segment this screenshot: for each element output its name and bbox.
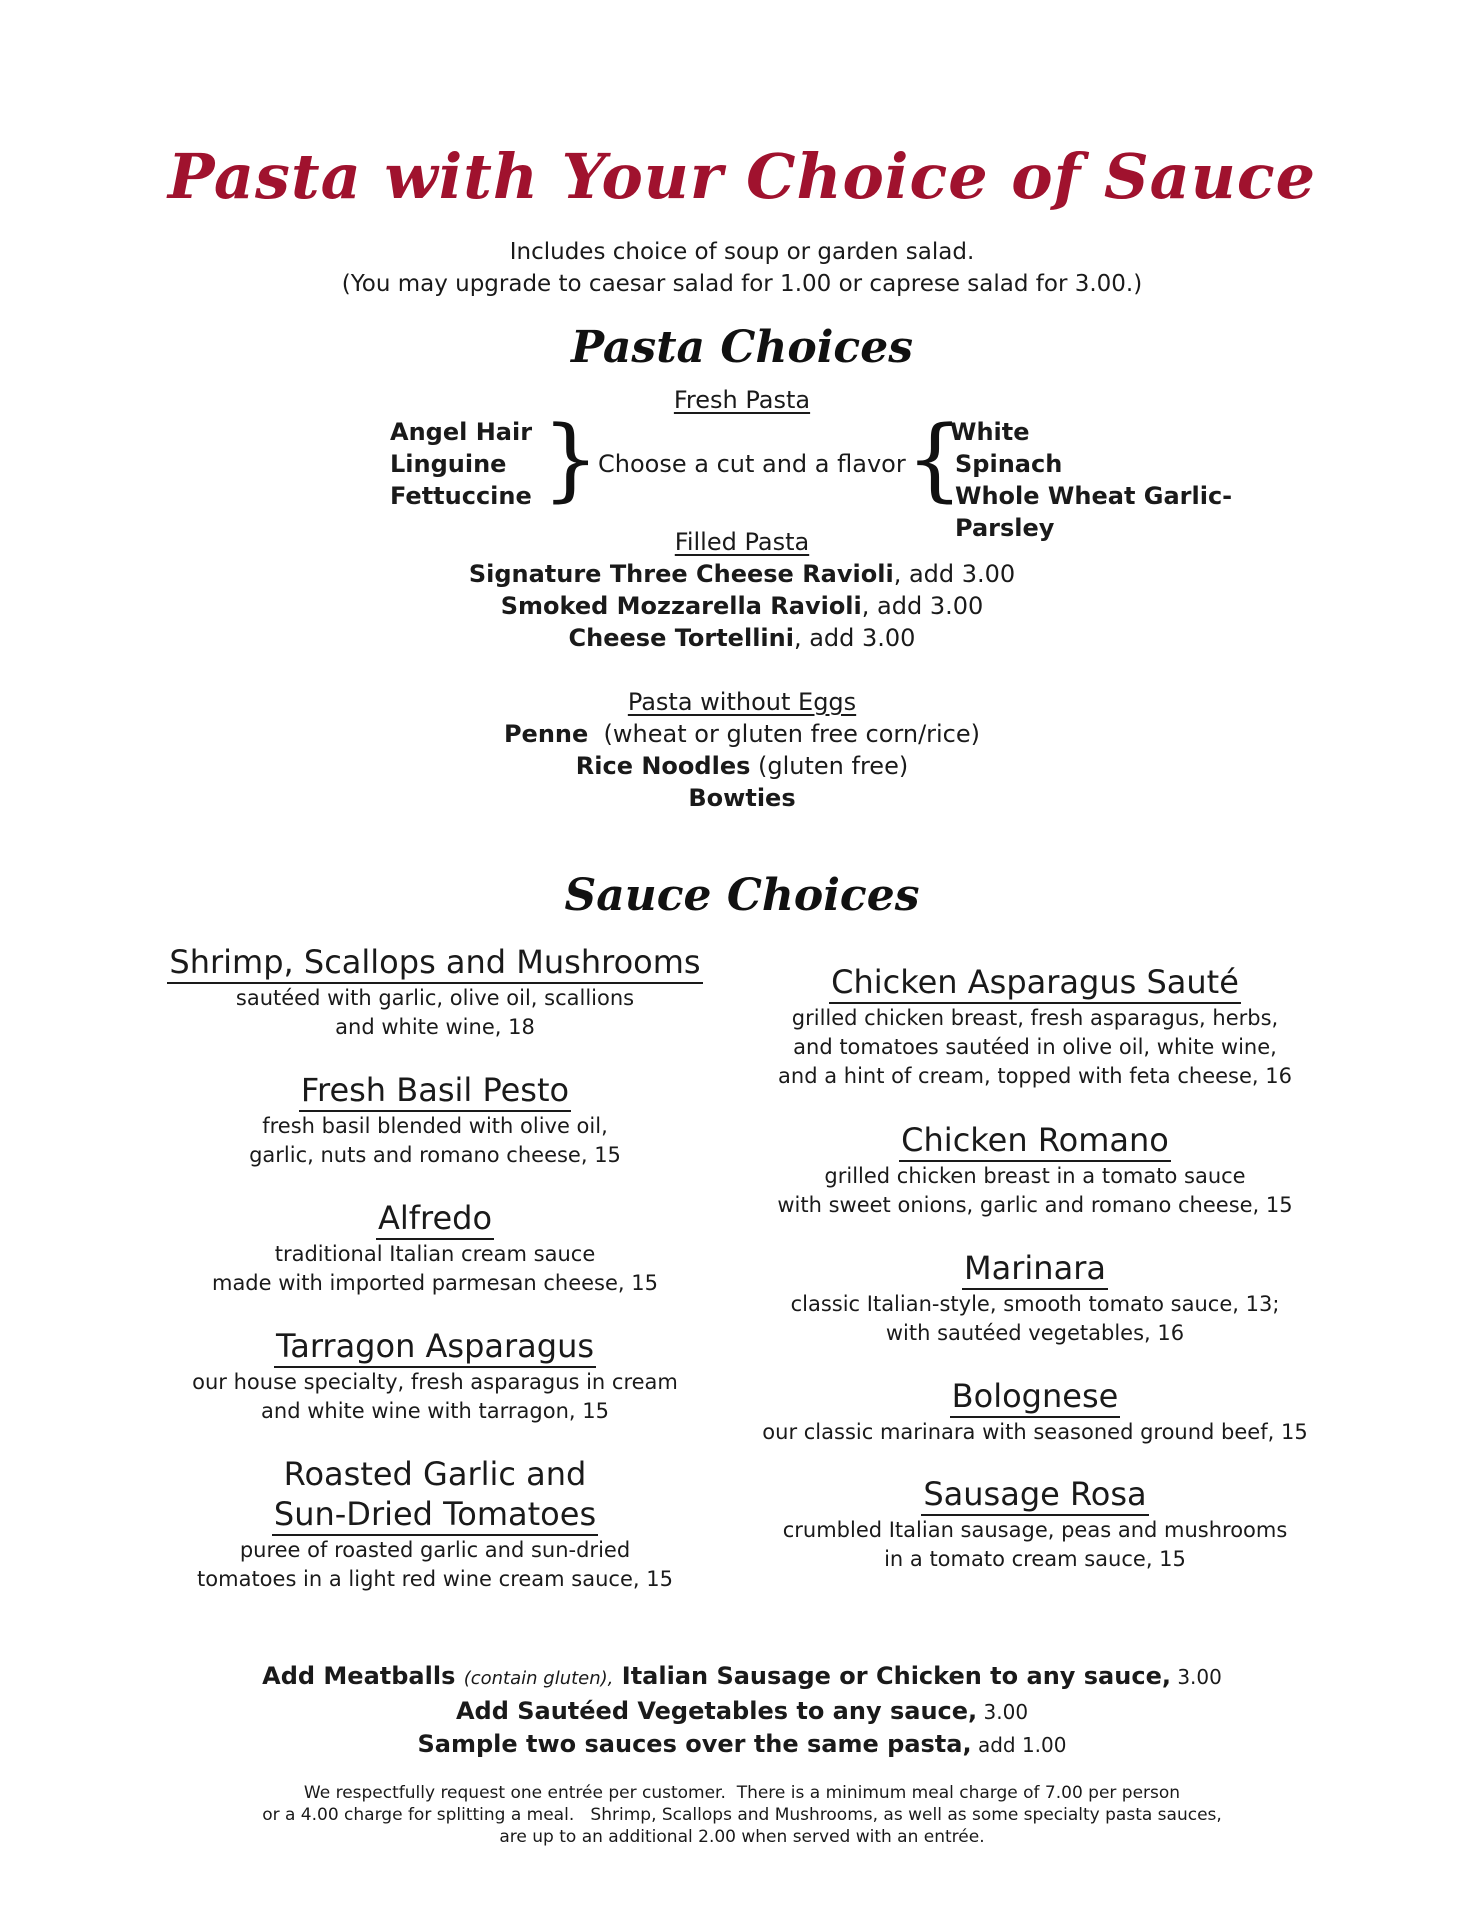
sauce-name: Chicken Romano — [899, 1120, 1171, 1162]
sauce-description: and white wine, 18 — [335, 1015, 535, 1039]
add-on-line — [0, 1728, 1484, 1761]
item-name: Signature Three Cheese Ravioli — [468, 560, 894, 588]
item-price: , add 3.00 — [893, 560, 1016, 588]
sauce-item — [730, 962, 1340, 1120]
sauce-name: Chicken Asparagus Sauté — [829, 962, 1241, 1004]
intro-line-2: (You may upgrade to caesar salad for 1.00 or caprese salad for 3.00.) — [341, 271, 1143, 297]
sauce-item — [130, 1198, 740, 1326]
sauce-description: sautéed with garlic, olive oil, scallions — [235, 986, 635, 1010]
sauce-item — [130, 1326, 740, 1454]
sauce-choices-heading: Sauce Choices — [564, 870, 920, 921]
sauce-name: Shrimp, Scallops and Mushrooms — [167, 942, 702, 984]
right-brace-icon: } — [542, 407, 600, 512]
sauce-item — [730, 1474, 1340, 1574]
sauce-name: Fresh Basil Pesto — [299, 1070, 571, 1112]
sauce-description: with sweet onions, garlic and romano cheese, 15 — [777, 1193, 1293, 1217]
no-egg-pasta-heading: Pasta without Eggs — [627, 688, 857, 716]
pasta-cut: Linguine — [390, 450, 507, 478]
pasta-flavor: Whole Wheat Garlic-Parsley — [955, 482, 1233, 542]
add-ons — [0, 1660, 1484, 1761]
sauce-column-left — [130, 942, 740, 1594]
left-brace-icon: { — [906, 407, 964, 512]
footnote — [0, 1782, 1484, 1848]
add-on-label: Sample two sauces over the same pasta, — [417, 1730, 972, 1758]
sauce-description: our house specialty, fresh asparagus in cream — [192, 1370, 678, 1394]
footnote-line: or a 4.00 charge for splitting a meal. Shrimp, Scallops and Mushrooms, as well as some specialty pasta sauces, — [262, 1805, 1222, 1825]
sauce-description: with sautéed vegetables, 16 — [885, 1321, 1185, 1345]
item-name: Rice Noodles — [575, 752, 751, 780]
sauce-description: and tomatoes sautéed in olive oil, white wine, — [793, 1035, 1277, 1059]
sauce-item — [730, 1248, 1340, 1376]
sauce-description: traditional Italian cream sauce — [274, 1242, 596, 1266]
sauce-name: Tarragon Asparagus — [274, 1326, 596, 1368]
item-name: Cheese Tortellini — [568, 624, 794, 652]
sauce-description: garlic, nuts and romano cheese, 15 — [249, 1143, 621, 1167]
sauce-description: made with imported parmesan cheese, 15 — [211, 1271, 658, 1295]
footnote-line: are up to an additional 2.00 when served with an entrée. — [499, 1827, 985, 1847]
sauce-name: Bolognese — [950, 1376, 1121, 1418]
intro-text — [0, 236, 1484, 300]
fresh-pasta-heading: Fresh Pasta — [673, 386, 811, 414]
pasta-flavor: Spinach — [955, 450, 1063, 478]
item-price: , add 3.00 — [793, 624, 916, 652]
sauce-item — [730, 1376, 1340, 1474]
add-on-note: (contain gluten), — [463, 1668, 614, 1689]
sauce-description: tomatoes in a light red wine cream sauce, 15 — [197, 1567, 673, 1591]
add-on-price: 3.00 — [977, 1700, 1029, 1724]
item-name: Penne — [503, 720, 589, 748]
sauce-item — [130, 1454, 740, 1594]
no-egg-pasta-item — [0, 782, 1484, 814]
sauce-description: grilled chicken breast in a tomato sauce — [824, 1164, 1246, 1188]
sauce-description: classic Italian-style, smooth tomato sauce, 13; — [790, 1292, 1280, 1316]
sauce-item — [130, 1070, 740, 1198]
sauce-item — [730, 1120, 1340, 1248]
sauce-name: Sun-Dried Tomatoes — [272, 1494, 598, 1536]
pasta-cut: Angel Hair — [390, 418, 533, 446]
sauce-description: crumbled Italian sausage, peas and mushrooms — [782, 1518, 1288, 1542]
intro-line-1: Includes choice of soup or garden salad. — [509, 239, 975, 265]
item-name: Smoked Mozzarella Ravioli — [500, 592, 862, 620]
sauce-description: grilled chicken breast, fresh asparagus, herbs, — [791, 1006, 1279, 1030]
sauce-name: Marinara — [962, 1248, 1108, 1290]
filled-pasta-section — [0, 526, 1484, 654]
sauce-name: Sausage Rosa — [921, 1474, 1148, 1516]
filled-pasta-item — [0, 622, 1484, 654]
no-egg-pasta-item — [0, 718, 1484, 750]
pasta-choices-heading: Pasta Choices — [571, 322, 913, 373]
no-egg-pasta-section — [0, 686, 1484, 814]
add-on-line — [0, 1660, 1484, 1695]
item-note: (gluten free) — [750, 752, 909, 780]
sauce-description: our classic marinara with seasoned ground beef, 15 — [762, 1420, 1308, 1444]
pasta-flavors-list — [950, 416, 1310, 544]
filled-pasta-item — [0, 590, 1484, 622]
sauce-description: and white wine with tarragon, 15 — [261, 1399, 609, 1423]
sauce-name: Alfredo — [376, 1198, 494, 1240]
page-title: Pasta with Your Choice of Sauce — [167, 140, 1317, 213]
sauce-name-line-1: Roasted Garlic and — [283, 1455, 587, 1493]
add-on-price: 3.00 — [1170, 1665, 1222, 1689]
add-on-line — [0, 1695, 1484, 1728]
no-egg-pasta-item — [0, 750, 1484, 782]
footnote-line: We respectfully request one entrée per customer. There is a minimum meal charge of 7.00 per person — [303, 1783, 1181, 1803]
sauce-description: in a tomato cream sauce, 15 — [884, 1547, 1186, 1571]
pasta-cut: Fettuccine — [390, 482, 532, 510]
add-on-label: Add Sautéed Vegetables to any sauce, — [455, 1697, 978, 1725]
item-note: (wheat or gluten free corn/rice) — [588, 720, 981, 748]
sauce-description: puree of roasted garlic and sun-dried — [239, 1538, 631, 1562]
filled-pasta-item — [0, 558, 1484, 590]
add-on-price: add 1.00 — [971, 1733, 1067, 1757]
filled-pasta-heading: Filled Pasta — [674, 528, 810, 556]
sauce-description: fresh basil blended with olive oil, — [262, 1114, 608, 1138]
add-on-label: Add Meatballs — [262, 1662, 464, 1690]
choose-cut-instruction: Choose a cut and a flavor — [598, 450, 906, 478]
item-name: Bowties — [688, 784, 796, 812]
pasta-flavor: White — [950, 418, 1030, 446]
sauce-column-right — [730, 962, 1340, 1574]
item-price: , add 3.00 — [861, 592, 984, 620]
add-on-label: Italian Sausage or Chicken to any sauce, — [613, 1662, 1171, 1690]
sauce-description: and a hint of cream, topped with feta cheese, 16 — [778, 1064, 1292, 1088]
sauce-item — [130, 942, 740, 1070]
